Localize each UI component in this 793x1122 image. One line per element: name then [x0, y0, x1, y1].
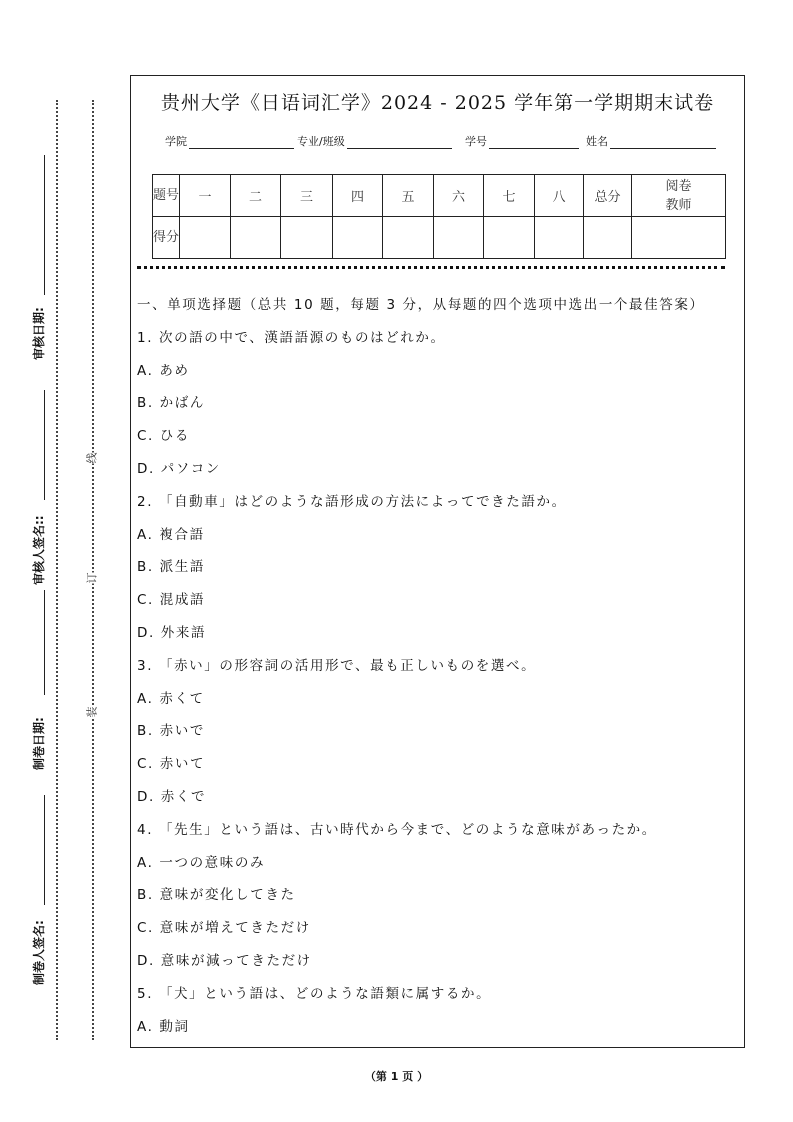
score-cell[interactable]	[632, 217, 726, 259]
review-date-label: 审核日期:	[32, 307, 46, 360]
maker-signature-label: 制卷人签名:	[32, 920, 46, 985]
info-label: 姓名	[586, 135, 608, 148]
section-heading: 一、单项选择题（总共 10 题，每题 3 分，从每题的四个选项中选出一个最佳答案）	[137, 297, 705, 313]
student-id-field[interactable]	[489, 136, 579, 149]
page-number: （第 1 页 ）	[364, 1070, 429, 1083]
column-header: 二	[231, 175, 281, 217]
answer-option[interactable]: B. 意味が変化してきた	[137, 887, 296, 904]
college-field[interactable]	[189, 136, 294, 149]
column-header: 六	[434, 175, 484, 217]
info-label: 学院	[165, 135, 187, 148]
answer-option[interactable]: A. 複合語	[137, 526, 205, 543]
score-cell[interactable]	[484, 217, 535, 259]
question-text: 2. 「自動車」はどのような語形成の方法によってできた語か。	[137, 493, 567, 510]
answer-option[interactable]: B. 派生語	[137, 559, 205, 576]
binding-dotted-line	[92, 100, 94, 1040]
info-id	[465, 133, 579, 149]
dotted-separator	[137, 266, 725, 269]
info-label: 专业/班级	[297, 135, 345, 148]
row-header: 题号	[153, 175, 180, 217]
answer-option[interactable]: C. ひる	[137, 428, 191, 445]
question-text: 1. 次の語の中で、漢語語源のものはどれか。	[137, 329, 446, 346]
make-date-label: 制卷日期:	[32, 717, 46, 770]
reviewer-signature-line	[44, 390, 45, 500]
score-cell[interactable]	[180, 217, 231, 259]
column-header: 四	[333, 175, 383, 217]
info-college	[165, 133, 294, 149]
make-date-line	[44, 590, 45, 695]
column-header: 三	[281, 175, 333, 217]
major-field[interactable]	[347, 136, 452, 149]
review-date-line	[44, 155, 45, 295]
answer-option[interactable]: D. 赤くで	[137, 789, 207, 805]
column-header: 阅卷教师	[632, 175, 726, 217]
score-cell[interactable]	[383, 217, 434, 259]
answer-option[interactable]: A. 動詞	[137, 1018, 190, 1035]
answer-option[interactable]: D. 意味が減ってきただけ	[137, 953, 312, 969]
score-cell[interactable]	[535, 217, 584, 259]
answer-option[interactable]: B. かばん	[137, 395, 205, 412]
question-text: 5. 「犬」という語は、どのような語類に属するか。	[137, 985, 492, 1002]
answer-option[interactable]: D. 外来語	[137, 625, 207, 641]
maker-signature-line	[44, 795, 45, 905]
column-header: 七	[484, 175, 535, 217]
reviewer-signature-label: 审核人签名::	[32, 515, 46, 585]
score-table	[152, 174, 726, 259]
info-name	[586, 133, 716, 149]
page-title: 贵州大学《日语词汇学》2024 - 2025 学年第一学期期末试卷	[160, 92, 715, 114]
binding-mark: 线	[85, 452, 99, 464]
question-text: 4. 「先生」という語は、古い時代から今まで、どのような意味があったか。	[137, 821, 657, 838]
name-field[interactable]	[610, 136, 716, 149]
score-cell[interactable]	[333, 217, 383, 259]
score-cell[interactable]	[584, 217, 632, 259]
score-cell[interactable]	[281, 217, 333, 259]
answer-option[interactable]: A. 一つの意味のみ	[137, 854, 266, 871]
binding-dotted-line	[56, 100, 58, 1040]
binding-mark: 装	[85, 706, 99, 718]
binding-signature-strip	[30, 140, 54, 1000]
exam-frame	[130, 75, 745, 1048]
answer-option[interactable]: C. 混成語	[137, 592, 206, 609]
row-header: 得分	[153, 217, 180, 259]
column-header: 八	[535, 175, 584, 217]
answer-option[interactable]: C. 赤いて	[137, 756, 206, 773]
column-header: 一	[180, 175, 231, 217]
binding-mark: 订	[85, 572, 99, 584]
answer-option[interactable]: C. 意味が増えてきただけ	[137, 920, 311, 937]
score-cell[interactable]	[231, 217, 281, 259]
score-cell[interactable]	[434, 217, 484, 259]
column-header: 五	[383, 175, 434, 217]
answer-option[interactable]: A. あめ	[137, 362, 190, 379]
answer-option[interactable]: D. パソコン	[137, 461, 221, 477]
question-text: 3. 「赤い」の形容詞の活用形で、最も正しいものを選べ。	[137, 657, 537, 674]
answer-option[interactable]: B. 赤いで	[137, 723, 205, 740]
info-major	[297, 133, 452, 149]
answer-option[interactable]: A. 赤くて	[137, 690, 205, 707]
column-header: 总分	[584, 175, 632, 217]
info-label: 学号	[465, 135, 487, 148]
